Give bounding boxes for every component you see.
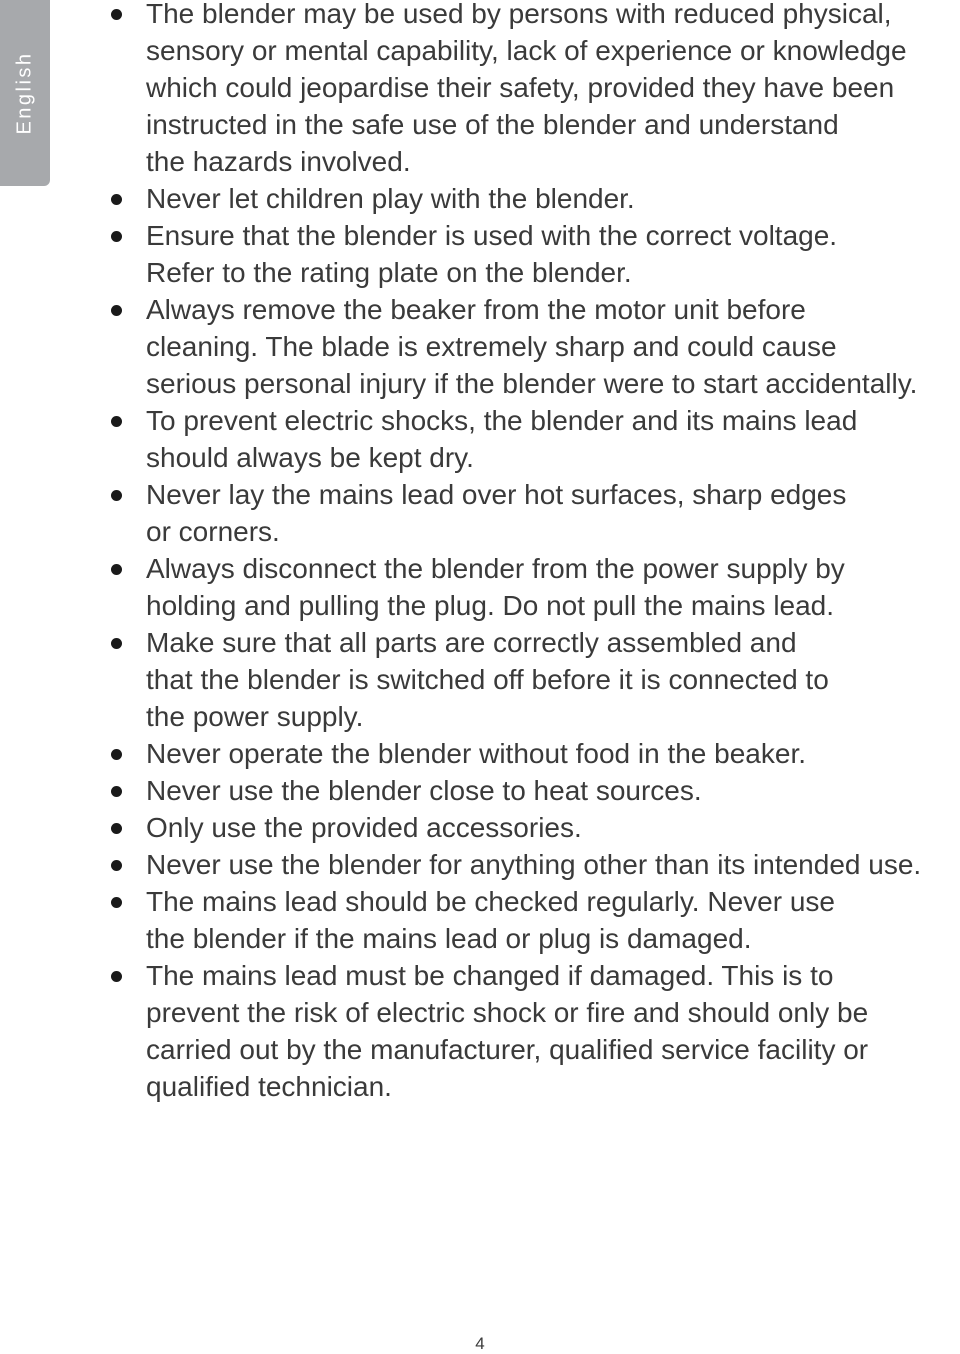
list-item-text: Never lay the mains lead over hot surfaces, sharp edges or corners.	[146, 479, 847, 547]
bullet-icon	[111, 823, 122, 834]
list-item	[105, 217, 960, 291]
list-item-text: Ensure that the blender is used with the correct voltage. Refer to the rating plate on the blender.	[146, 220, 838, 288]
bullet-icon	[111, 971, 122, 982]
bullet-icon	[111, 9, 122, 20]
list-item-text: Always remove the beaker from the motor unit before cleaning. The blade is extremely sharp and could cause serious personal injury if the blender were to start accidentally.	[146, 294, 918, 399]
bullet-icon	[111, 638, 122, 649]
list-item-text: Make sure that all parts are correctly assembled and that the blender is switched off before it is connected to the power supply.	[146, 627, 829, 732]
list-item	[105, 550, 960, 624]
bullet-icon	[111, 490, 122, 501]
bullet-icon	[111, 564, 122, 575]
list-item-text: Only use the provided accessories.	[146, 812, 582, 843]
list-item	[105, 402, 960, 476]
list-item	[105, 957, 960, 1105]
bullet-icon	[111, 416, 122, 427]
list-item	[105, 476, 960, 550]
bullet-icon	[111, 786, 122, 797]
list-item-text: Always disconnect the blender from the power supply by holding and pulling the plug. Do not pull the mains lead.	[146, 553, 845, 621]
bullet-icon	[111, 897, 122, 908]
list-item	[105, 180, 960, 217]
list-item	[105, 291, 960, 402]
list-item	[105, 735, 960, 772]
language-tab-label: English	[13, 51, 36, 135]
bullet-icon	[111, 231, 122, 242]
list-item-text: The blender may be used by persons with reduced physical, sensory or mental capability, lack of experience or knowledge which could jeopardise their safety, provided they have been instructed in the safe use of the blender and understand the hazards involved.	[146, 0, 907, 177]
list-item	[105, 846, 960, 883]
list-item	[105, 883, 960, 957]
list-item-text: Never let children play with the blender.	[146, 183, 635, 214]
bullet-icon	[111, 194, 122, 205]
list-item	[105, 0, 960, 180]
language-tab	[0, 0, 50, 186]
list-item	[105, 624, 960, 735]
bullet-icon	[111, 860, 122, 871]
bullet-icon	[111, 305, 122, 316]
list-item-text: Never use the blender for anything other than its intended use.	[146, 849, 922, 880]
list-item-text: To prevent electric shocks, the blender and its mains lead should always be kept dry.	[146, 405, 858, 473]
page-number: 4	[475, 1334, 485, 1353]
list-item	[105, 772, 960, 809]
list-item-text: Never use the blender close to heat sources.	[146, 775, 702, 806]
list-item	[105, 809, 960, 846]
safety-instructions-list	[105, 0, 960, 1105]
list-item-text: Never operate the blender without food in the beaker.	[146, 738, 806, 769]
bullet-icon	[111, 749, 122, 760]
list-item-text: The mains lead should be checked regularly. Never use the blender if the mains lead or plug is damaged.	[146, 886, 835, 954]
list-item-text: The mains lead must be changed if damaged. This is to prevent the risk of electric shock or fire and should only be carried out by the manufacturer, qualified service facility or qualified technician.	[146, 960, 869, 1102]
